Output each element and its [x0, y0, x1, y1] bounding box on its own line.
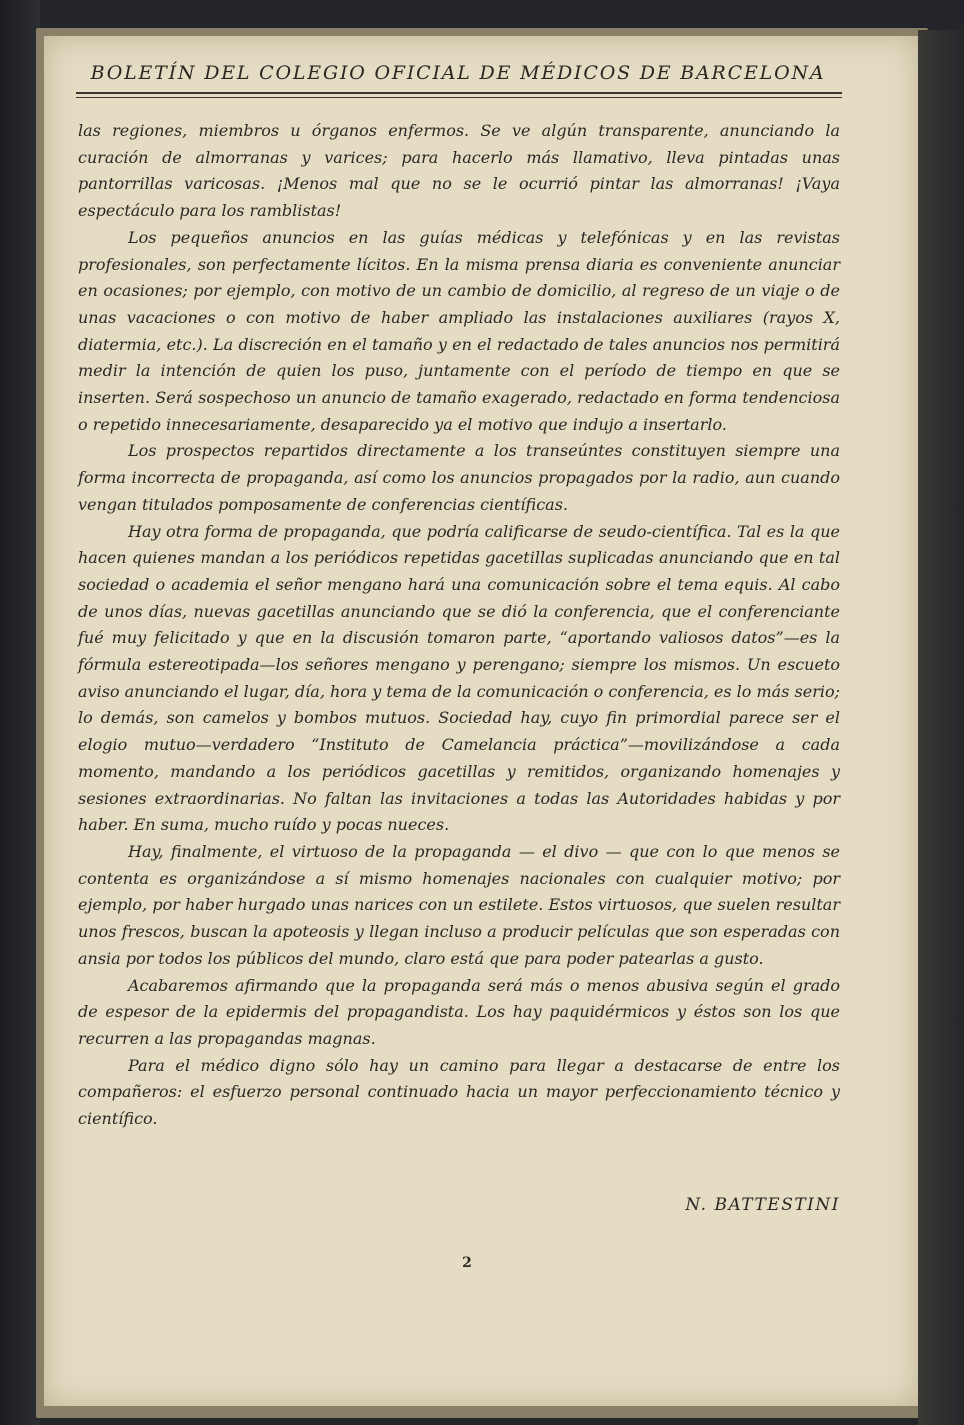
article-body — [78, 118, 840, 1133]
book-spine-right — [918, 30, 964, 1425]
author-signature: N. BATTESTINI — [685, 1195, 840, 1215]
header-rule-bottom — [76, 97, 842, 98]
paragraph: Acabaremos afirmando que la propaganda será más o menos abusiva según el grado de espesor de la epidermis del propagandista. Los hay paquidérmicos y éstos son los que recurren a las propagandas magnas. — [78, 975, 840, 1048]
book-spine-left — [0, 0, 40, 1425]
paragraph: las regiones, miembros u órganos enfermos. Se ve algún transparente, anunciando la curación de almorranas y varices; para hacerlo más llamativo, lleva pintadas unas pantorrillas varicosas. ¡Menos mal que no se le ocurrió pintar las almorranas! ¡Vaya espectáculo para los ramblistas! — [78, 121, 840, 221]
paragraph: Hay, finalmente, el virtuoso de la propaganda — el divo — que con lo que menos se contenta es organizándose a sí mismo homenajes nacionales con cualquier motivo; por ejemplo, por haber hurgado unas narices con un estilete. Estos virtuosos, que suelen resultar unos frescos, buscan la apoteosis y llegan incluso a producir películas que son esperadas con ansia por todos los públicos del mundo, claro está que para poder patearlas a gusto. — [78, 841, 840, 968]
running-header: BOLETÍN DEL COLEGIO OFICIAL DE MÉDICOS DE BARCELONA — [90, 62, 826, 84]
paragraph: Hay otra forma de propaganda, que podría calificarse de seudo-científica. Tal es la que hacen quienes mandan a los periódicos repetidas gacetillas suplicadas anunciando que en tal sociedad o academia el señor mengano hará una comunicación sobre el tema equis. Al cabo de unos días, nuevas gacetillas anunciando que se dió la conferencia, que el conferenciante fué muy felicitado y que en la discusión tomaron parte, “aportando valiosos datos”—es la fórmula estereotipada—los señores mengano y perengano; siempre los mismos. Un escueto aviso anunciando el lugar, día, hora y tema de la comunicación o conferencia, es lo más serio; lo demás, son camelos y bombos mutuos. Sociedad hay, cuyo fin primordial parece ser el elogio mutuo—verdadero “Instituto de Camelancia práctica”—movilizándose a cada momento, mandando a los periódicos gacetillas y remitidos, organizando homenajes y sesiones extraordinarias. No faltan las invitaciones a todas las Autoridades habidas y por haber. En suma, mucho ruído y pocas nueces. — [78, 521, 840, 835]
paragraph: Los pequeños anuncios en las guías médicas y telefónicas y en las revistas profesionales, son perfectamente lícitos. En la misma prensa diaria es conveniente anunciar en ocasiones; por ejemplo, con motivo de un cambio de domicilio, al regreso de un viaje o de unas vacaciones o con motivo de haber ampliado las instalaciones auxiliares (rayos X, diatermia, etc.). La discreción en el tamaño y en el redactado de tales anuncios nos permitirá medir la intención de quien los puso, juntamente con el período de tiempo en que se inserten. Será sospechoso un anuncio de tamaño exagerado, redactado en forma tendenciosa o repetido innecesariamente, desaparecido ya el motivo que indujo a insertarlo. — [78, 227, 840, 434]
paragraph: Para el médico digno sólo hay un camino para llegar a destacarse de entre los compañeros: el esfuerzo personal continuado hacia un mayor perfeccionamiento técnico y científico. — [78, 1055, 840, 1129]
header-rule-top — [76, 92, 842, 94]
page-number: 2 — [462, 1255, 472, 1271]
paragraph: Los prospectos repartidos directamente a los transeúntes constituyen siempre una forma incorrecta de propaganda, así como los anuncios propagados por la radio, aun cuando vengan titulados pomposamente de conferencias científicas. — [78, 441, 840, 514]
